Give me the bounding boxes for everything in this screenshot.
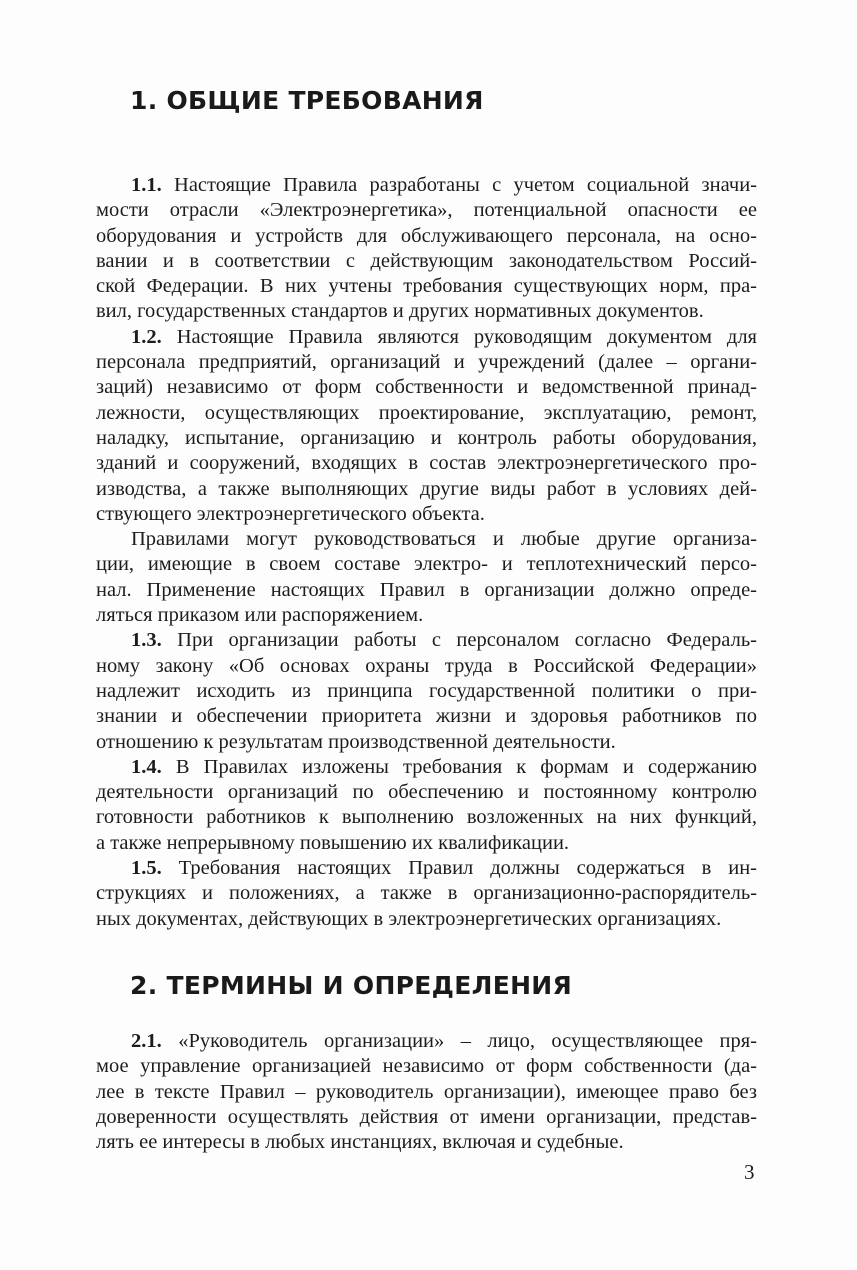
text-line: изводства, а также выполняющих другие виды работ в условиях дей- — [96, 477, 757, 500]
text-line: готовности работников к выполнению возложенных на них функций, — [96, 806, 757, 829]
text-line: знании и обеспечении приоритета жизни и здоровья работников по — [96, 705, 757, 728]
text-line: а также непрерывному повышению их квалификации. — [96, 831, 570, 854]
text-line: 1.2. Настоящие Правила являются руководящим документом для — [131, 325, 757, 348]
paragraph-1-5 — [96, 856, 757, 932]
text-line: наладку, испытание, организацию и контроль работы оборудования, — [96, 426, 757, 449]
clause-number: 1.2. — [131, 325, 162, 348]
text-line: ции, имеющие в своем составе электро- и теплотехнический персо- — [96, 553, 757, 576]
text-line: 1.3. При организации работы с персоналом согласно Федераль- — [131, 629, 757, 652]
section-2-body — [96, 1029, 757, 1155]
text-line: надлежит исходить из принципа государственной политики о при- — [96, 679, 757, 702]
text-line: нал. Применение настоящих Правил в организации должно опреде- — [96, 578, 757, 601]
text-line: мости отрасли «Электроэнергетика», потенциальной опасности ее — [96, 199, 757, 222]
text-line: лежности, осуществляющих проектирование, эксплуатацию, ремонт, — [96, 401, 757, 424]
page-number: 3 — [744, 1160, 755, 1184]
text-line: оборудования и устройств для обслуживающего персонала, на осно- — [96, 224, 757, 247]
clause-number: 2.1. — [131, 1030, 162, 1052]
text-line: мое управление организацией независимо от форм собственности (да- — [96, 1055, 757, 1078]
clause-number: 1.3. — [131, 629, 162, 652]
text-line: зданий и сооружений, входящих в состав электроэнергетического про- — [96, 452, 757, 475]
paragraph-1-4 — [96, 755, 757, 856]
text-line: лее в тексте Правил – руководитель организации), имеющее право без — [96, 1080, 757, 1103]
paragraph-1-2-continued — [96, 527, 757, 628]
text-line: отношению к результатам производственной деятельности. — [96, 730, 616, 753]
text-line: ляться приказом или распоряжением. — [96, 604, 424, 627]
text-line: 1.5. Требования настоящих Правил должны содержаться в ин- — [131, 857, 757, 880]
text-line: струкциях и положениях, а также в организационно-распорядитель- — [96, 882, 757, 905]
text-line: ному закону «Об основах охраны труда в Российской Федерации» — [96, 654, 757, 677]
section-1-body — [96, 173, 757, 932]
paragraph-1-3 — [96, 628, 757, 754]
text-line: доверенности осуществлять действия от имени организации, представ- — [96, 1105, 757, 1128]
clause-number: 1.5. — [131, 857, 162, 880]
text-line: 1.1. Настоящие Правила разработаны с учетом социальной значи- — [131, 174, 757, 196]
text-line: ской Федерации. В них учтены требования существующих норм, пра- — [96, 275, 757, 298]
text-line: заций) независимо от форм собственности и ведомственной принад- — [96, 376, 757, 399]
text-line: деятельности организаций по обеспечению и постоянному контролю — [96, 781, 757, 804]
paragraph-1-2 — [96, 325, 757, 527]
text-line: 1.4. В Правилах изложены требования к формам и содержанию — [131, 755, 757, 778]
clause-number: 1.4. — [131, 755, 162, 778]
text-line: Правилами могут руководствоваться и любые другие организа- — [131, 528, 757, 551]
text-line: 2.1. «Руководитель организации» – лицо, осуществляющее пря- — [131, 1030, 757, 1052]
section-heading-terms-and-definitions: 2. ТЕРМИНЫ И ОПРЕДЕЛЕНИЯ — [130, 971, 573, 1000]
text-line: лять ее интересы в любых инстанциях, включая и судебные. — [96, 1131, 624, 1154]
text-line: вил, государственных стандартов и других нормативных документов. — [96, 300, 704, 323]
clause-number: 1.1. — [131, 174, 162, 196]
text-line: вании и в соответствии с действующим законодательством Россий- — [96, 249, 757, 272]
text-line: персонала предприятий, организаций и учреждений (далее – органи- — [96, 351, 757, 374]
text-line: ствующего электроэнергетического объекта. — [96, 502, 485, 525]
paragraph-1-1 — [96, 173, 757, 325]
text-line: ных документах, действующих в электроэнергетических организациях. — [96, 907, 722, 930]
paragraph-2-1 — [96, 1029, 757, 1155]
section-heading-general-requirements: 1. ОБЩИЕ ТРЕБОВАНИЯ — [130, 86, 484, 115]
